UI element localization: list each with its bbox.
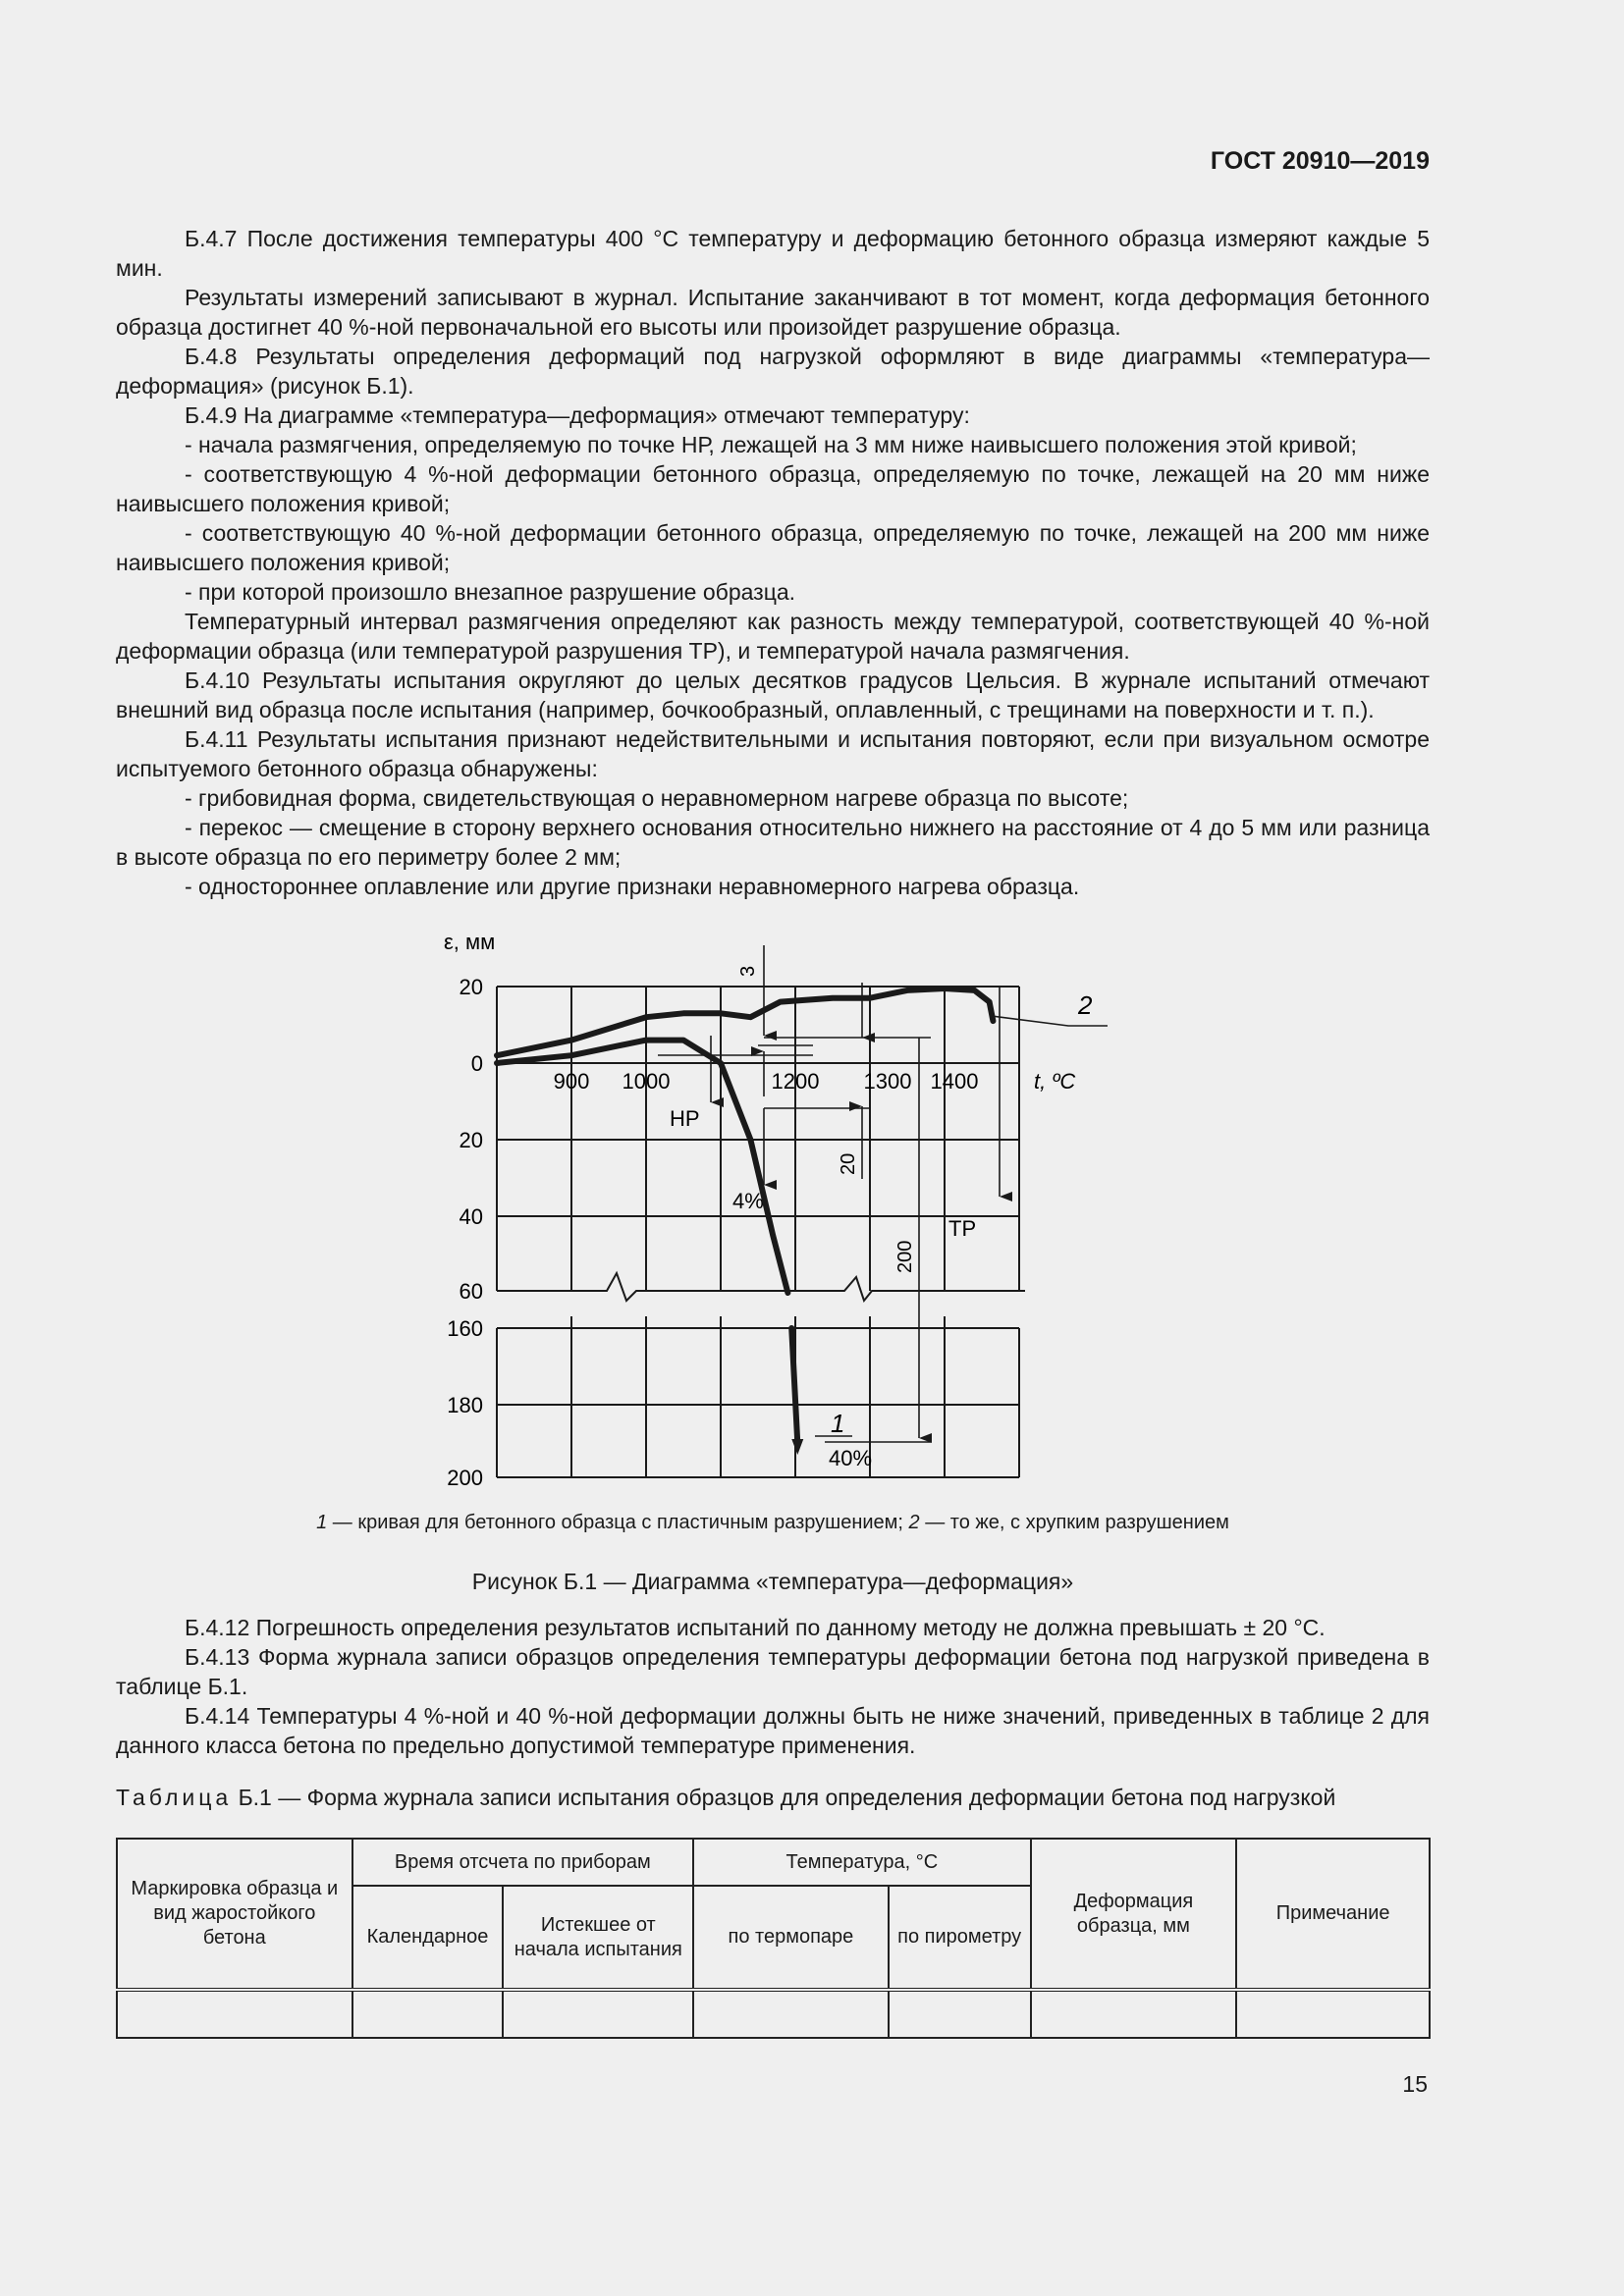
header-elapsed: Истекшее от начала испытания: [503, 1886, 693, 1990]
x-tick-label: 900: [553, 1069, 590, 1094]
page-number: 15: [1402, 2071, 1428, 2097]
table-cell: [1236, 1990, 1430, 2038]
paragraph: Б.4.14 Температуры 4 %-ной и 40 %-ной деформации должны быть не ниже значений, приведенных в таблице 2 для данного класса бетона по предельно допустимой температуре применения.: [116, 1703, 1430, 1758]
chart-svg: [432, 928, 1119, 1487]
legend-curve-1-number: 1: [316, 1512, 328, 1533]
label-tp: ТР: [948, 1216, 977, 1241]
header-deformation: Деформация образца, мм: [1031, 1839, 1237, 1990]
list-item: - грибовидная форма, свидетельствующая о неравномерном нагреве образца по высоте;: [185, 785, 1129, 811]
series-end-arrow-1: [791, 1439, 803, 1455]
table-row: [117, 1990, 1430, 2038]
journal-table: [116, 1838, 1431, 2039]
paragraph: Б.4.11 Результаты испытания признают недействительными и испытания повторяют, если при визуальном осмотре испытуемого бетонного образца обнаружены:: [116, 726, 1430, 781]
document-id: ГОСТ 20910—2019: [1210, 147, 1430, 175]
y-axis-label: ε, мм: [444, 930, 496, 954]
paragraph: Температурный интервал размягчения определяют как разность между температурой, соответствующей 40 %-ной деформации образца (или температурой разрушения ТР), и температурой начала размягчения.: [116, 609, 1430, 664]
table-cell: [1031, 1990, 1237, 2038]
table-title: [116, 1785, 1430, 1811]
paragraph: Результаты измерений записывают в журнал. Испытание заканчивают в тот момент, когда деформация бетонного образца достигнет 40 %-ной первоначальной его высоты или произойдет разрушение образца.: [116, 285, 1430, 340]
paragraph: Б.4.8 Результаты определения деформаций под нагрузкой оформляют в виде диаграммы «температура—деформация» (рисунок Б.1).: [116, 344, 1430, 399]
list-item: - начала размягчения, определяемую по точке НР, лежащей на 3 мм ниже наивысшего положения этой кривой;: [185, 432, 1357, 457]
legend-curve-2-number: 2: [908, 1512, 920, 1533]
label-hp: НР: [670, 1106, 700, 1131]
figure-legend: [116, 1512, 1430, 1534]
header-temp-group: Температура, °С: [693, 1839, 1030, 1886]
header-note: Примечание: [1236, 1839, 1430, 1990]
paragraph: Б.4.9 На диаграмме «температура—деформация» отмечают температуру:: [185, 402, 970, 428]
legend-curve-2-text: — то же, с хрупким разрушением: [919, 1512, 1229, 1533]
paragraph: Б.4.7 После достижения температуры 400 °С температуру и деформацию бетонного образца измеряют каждые 5 мин.: [116, 226, 1430, 281]
paragraph: Б.4.12 Погрешность определения результатов испытаний по данному методу не должна превышать ± 20 °С.: [185, 1615, 1326, 1640]
header-marking: Маркировка образца и вид жаростойкого бетона: [117, 1839, 352, 1990]
y-tick-label: 160: [447, 1316, 483, 1341]
y-tick-label: 200: [447, 1466, 483, 1487]
y-tick-label: 0: [470, 1051, 483, 1076]
paragraph: Б.4.10 Результаты испытания округляют до целых десятков градусов Цельсия. В журнале испытаний отмечают внешний вид образца после испытания (например, бочкообразный, оплавленный, с трещинами на поверхности и т. п.).: [116, 667, 1430, 722]
label-200mm: 200: [894, 1240, 916, 1273]
list-item: - при которой произошло внезапное разрушение образца.: [185, 579, 796, 605]
table-cell: [117, 1990, 352, 2038]
x-axis-label: t, ºC: [1034, 1069, 1076, 1094]
chart-annotations: [658, 945, 1108, 1442]
header-calendar: Календарное: [352, 1886, 504, 1990]
figure-caption: Рисунок Б.1 — Диаграмма «температура—деформация»: [471, 1569, 1074, 1594]
y-tick-label: 180: [447, 1393, 483, 1417]
chart-grid: [497, 987, 1025, 1477]
header-pyrometer: по пирометру: [889, 1886, 1031, 1990]
list-item: - соответствующую 4 %-ной деформации бетонного образца, определяемую по точке, лежащей на 20 мм ниже наивысшего положения кривой;: [116, 461, 1430, 516]
label-curve-1: 1: [831, 1409, 845, 1438]
label-4pct: 4%: [732, 1189, 764, 1213]
figure-temperature-deformation: [432, 928, 1119, 1487]
list-item: - соответствующую 40 %-ной деформации бетонного образца, определяемую по точке, лежащей на 200 мм ниже наивысшего положения кривой;: [116, 520, 1430, 575]
label-40pct: 40%: [829, 1446, 873, 1470]
table-number: Б.1: [238, 1785, 272, 1810]
label-curve-2: 2: [1078, 990, 1093, 1020]
y-tick-label: 40: [459, 1204, 483, 1229]
x-tick-label: 1300: [863, 1069, 912, 1094]
y-tick-label: 20: [459, 975, 483, 999]
y-tick-label: 20: [459, 1128, 483, 1152]
legend-curve-1-text: — кривая для бетонного образца с пластичным разрушением;: [327, 1512, 909, 1533]
body-text-top: [116, 224, 1430, 901]
label-20mm: 20: [838, 1152, 859, 1175]
x-tick-label: 1000: [622, 1069, 671, 1094]
x-tick-label: 1200: [771, 1069, 820, 1094]
table-cell: [889, 1990, 1031, 2038]
label-3mm: 3: [737, 965, 759, 977]
list-item: - перекос — смещение в сторону верхнего основания относительно нижнего на расстояние от 4 до 5 мм или разница в высоте образца по его периметру более 2 мм;: [116, 815, 1430, 870]
paragraph: Б.4.13 Форма журнала записи образцов определения температуры деформации бетона под нагрузкой приведена в таблице Б.1.: [116, 1644, 1430, 1699]
list-item: - одностороннее оплавление или другие признаки неравномерного нагрева образца.: [185, 874, 1080, 899]
table-cell: [693, 1990, 889, 2038]
body-text-bottom: [116, 1613, 1430, 1760]
table-cell: [352, 1990, 504, 2038]
table-title-text: — Форма журнала записи испытания образцов для определения деформации бетона под нагрузкой: [271, 1785, 1336, 1810]
header-thermocouple: по термопаре: [693, 1886, 889, 1990]
table-label: Таблица: [116, 1785, 233, 1810]
y-tick-label: 60: [459, 1279, 483, 1304]
table-cell: [503, 1990, 693, 2038]
series-line-1: [497, 1041, 797, 1443]
x-tick-label: 1400: [930, 1069, 979, 1094]
header-time-group: Время отсчета по приборам: [352, 1839, 694, 1886]
